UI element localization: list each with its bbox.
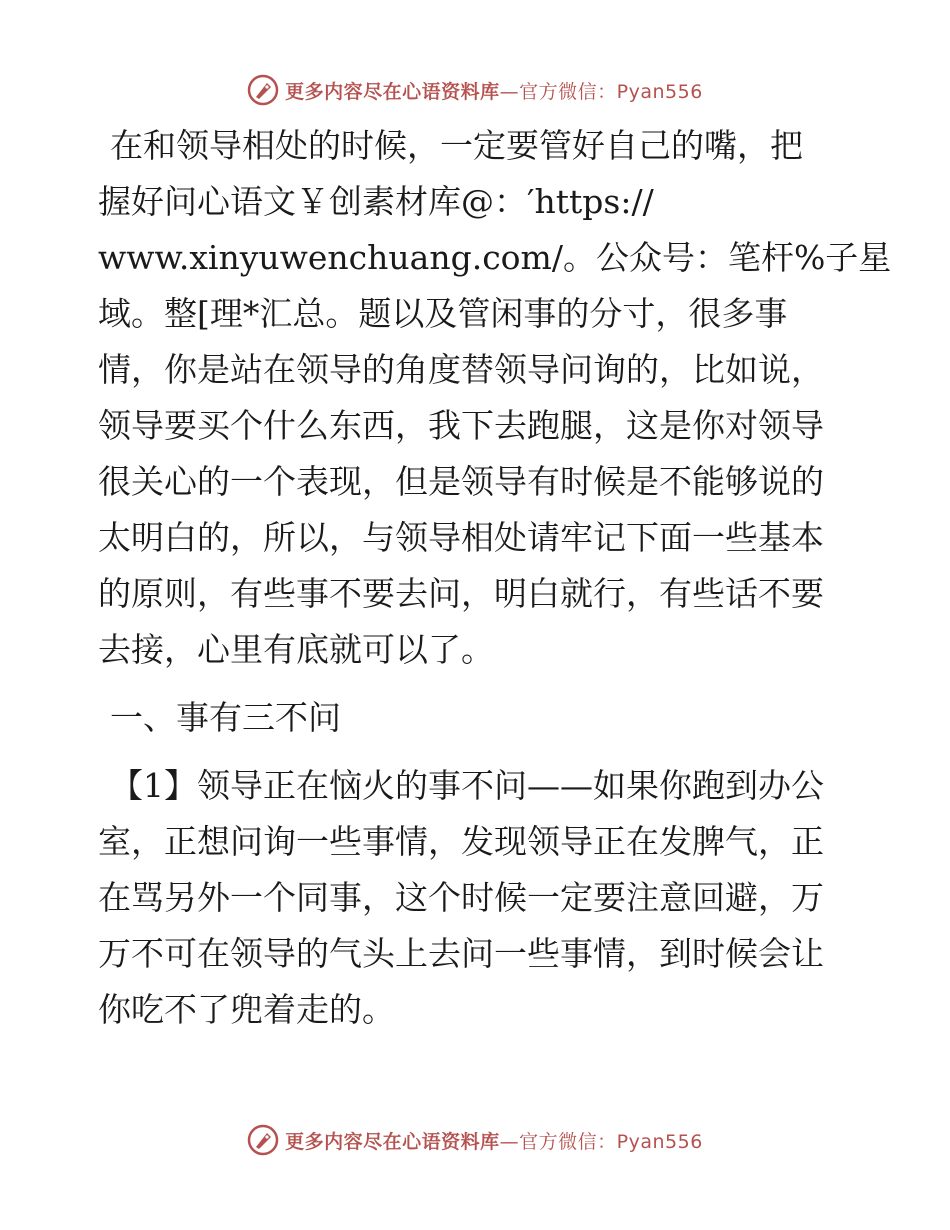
footer-banner-title: 更多内容尽在心语资料库 (285, 1130, 500, 1153)
footer-banner-dash: — (499, 1130, 520, 1153)
paragraph-line: www.xinyuwenchuang.com/。公众号：笔杆%子星 (98, 238, 892, 277)
header-banner (0, 70, 950, 110)
paragraph-line: 你吃不了兜着走的。 (98, 990, 395, 1029)
paragraph-line: 在骂另外一个同事，这个时候一定要注意回避，万 (98, 878, 824, 917)
footer-banner (0, 1120, 950, 1160)
section-heading: 一、事有三不问 (110, 698, 341, 737)
paragraph-line: 很关心的一个表现，但是领导有时候是不能够说的 (98, 462, 824, 501)
pen-nib-logo-icon (247, 74, 279, 106)
footer-banner-text (285, 1127, 703, 1154)
footer-banner-wechat: 官方微信：Pyan556 (519, 1130, 703, 1153)
paragraph-line: 去接，心里有底就可以了。 (98, 630, 494, 669)
paragraph-line: 太明白的，所以，与领导相处请牢记下面一些基本 (98, 518, 824, 557)
paragraph-line: 领导要买个什么东西，我下去跑腿，这是你对领导 (98, 406, 824, 445)
document-body (98, 122, 892, 1042)
paragraph-line: 【1】领导正在恼火的事不问——如果你跑到办公 (110, 766, 824, 805)
header-banner-wechat: 官方微信：Pyan556 (519, 80, 703, 103)
paragraph-line: 域。整[理*汇总。题以及管闲事的分寸，很多事 (98, 294, 788, 333)
paragraph-line: 情，你是站在领导的角度替领导问询的，比如说， (98, 350, 824, 389)
paragraph-line: 室，正想问询一些事情，发现领导正在发脾气，正 (98, 822, 824, 861)
paragraph-line: 在和领导相处的时候，一定要管好自己的嘴，把 (110, 126, 803, 165)
header-banner-text (285, 77, 703, 104)
header-banner-dash: — (499, 80, 520, 103)
header-banner-title: 更多内容尽在心语资料库 (285, 80, 500, 103)
pen-nib-logo-icon (247, 1124, 279, 1156)
paragraph-line: 的原则，有些事不要去问，明白就行，有些话不要 (98, 574, 824, 613)
paragraph-line: 万不可在领导的气头上去问一些事情，到时候会让 (98, 934, 824, 973)
paragraph-line: 握好问心语文￥创素材库@：′https:// (98, 182, 654, 221)
